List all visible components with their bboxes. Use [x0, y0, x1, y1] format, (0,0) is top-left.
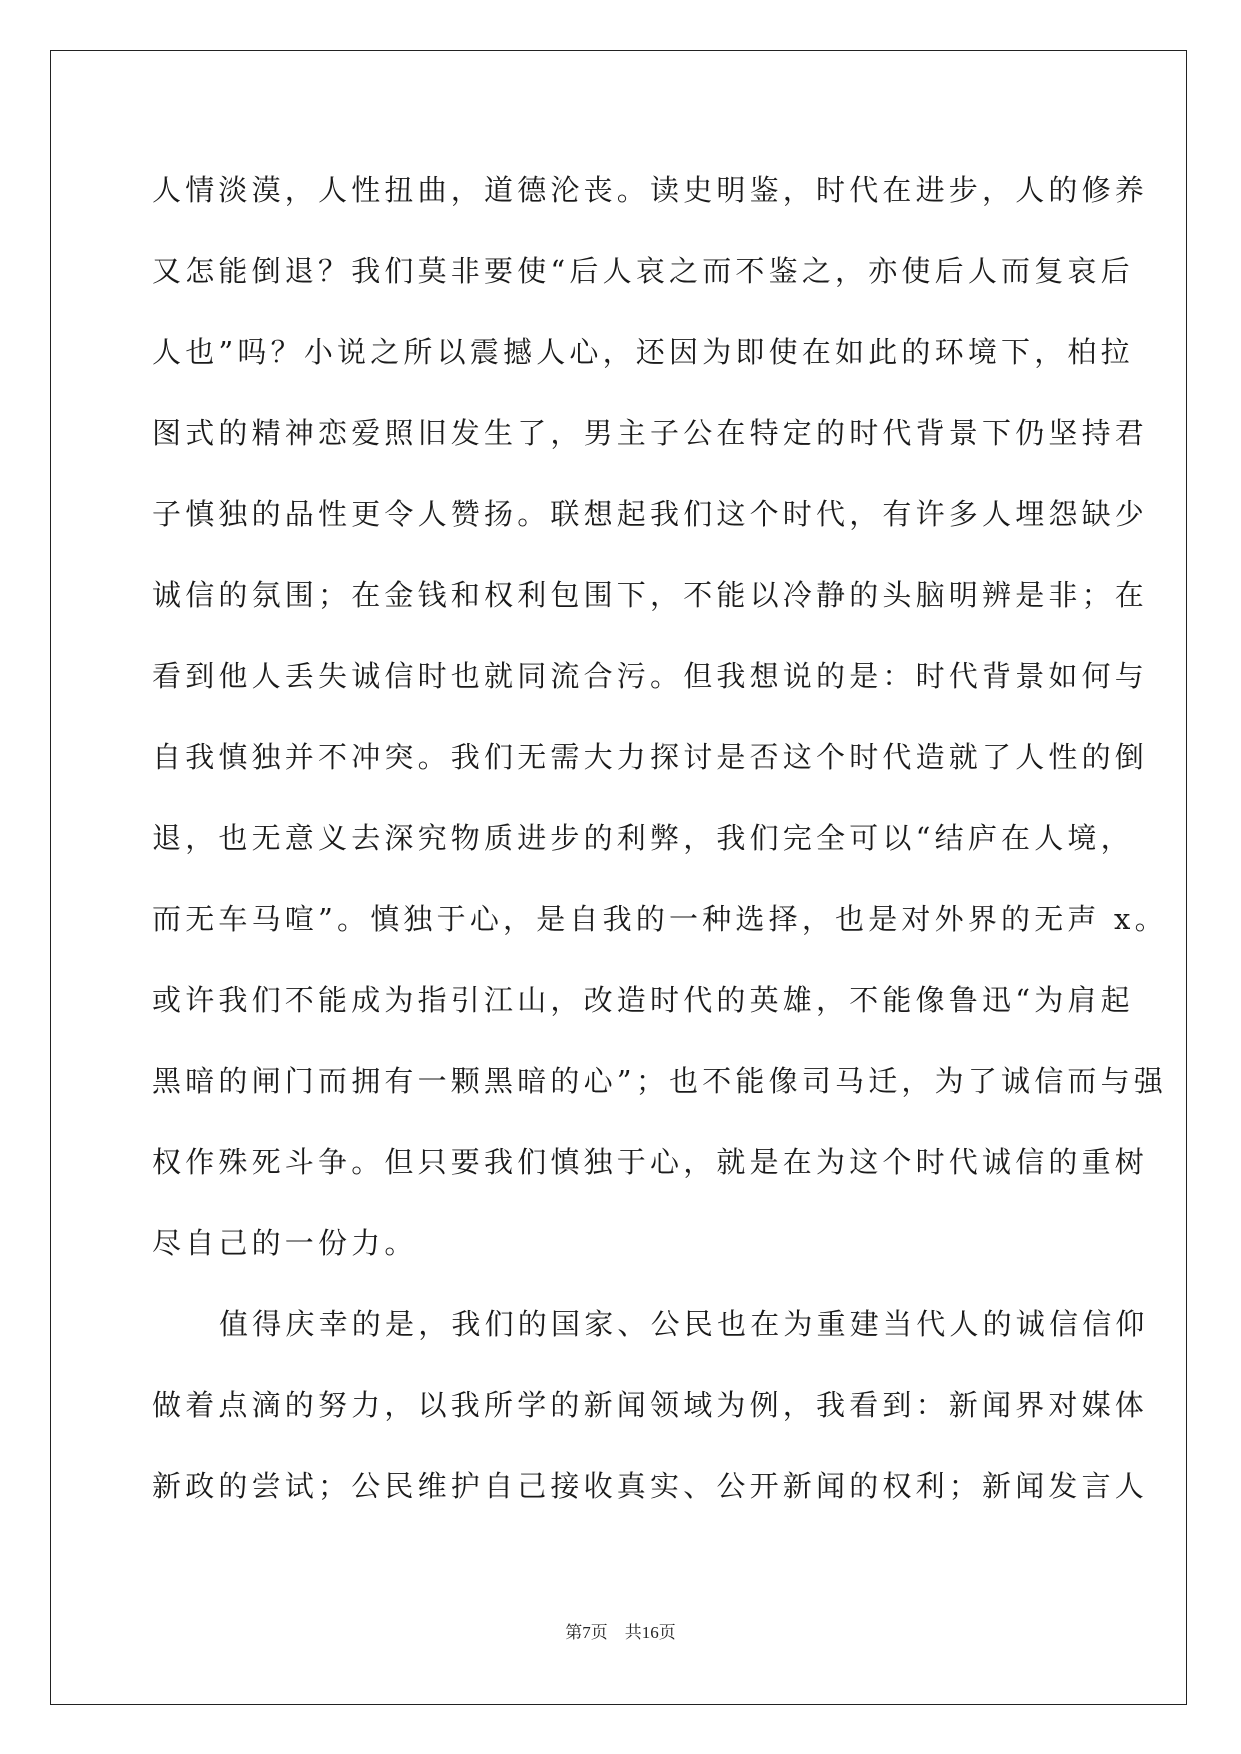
text-line: 做着点滴的努力，以我所学的新闻领域为例，我看到：新闻界对媒体 — [152, 1388, 1149, 1422]
document-body — [152, 165, 1168, 1542]
page-number-footer: 第7页 共16页 — [565, 1623, 676, 1642]
text-line: 退，也无意义去深究物质进步的利弊，我们完全可以“结庐在人境， — [152, 821, 1134, 855]
text-line: 子慎独的品性更令人赞扬。联想起我们这个时代，有许多人埋怨缺少 — [152, 497, 1149, 531]
text-line: 又怎能倒退？我们莫非要使“后人哀之而不鉴之，亦使后人而复哀后 — [152, 254, 1134, 288]
text-line: 或许我们不能成为指引江山，改造时代的英雄，不能像鲁迅“为肩起 — [152, 983, 1134, 1017]
text-line: 人情淡漠，人性扭曲，道德沦丧。读史明鉴，时代在进步，人的修养 — [152, 173, 1149, 207]
text-line: 而无车马喧”。慎独于心，是自我的一种选择，也是对外界的无声 x。 — [152, 902, 1168, 936]
text-line: 权作殊死斗争。但只要我们慎独于心，就是在为这个时代诚信的重树 — [152, 1145, 1149, 1179]
text-line: 黑暗的闸门而拥有一颗黑暗的心”；也不能像司马迁，为了诚信而与强 — [152, 1064, 1168, 1098]
text-line: 人也”吗？小说之所以震撼人心，还因为即使在如此的环境下，柏拉 — [152, 335, 1134, 369]
text-line: 尽自己的一份力。 — [152, 1226, 418, 1260]
paragraph-2 — [152, 1299, 1149, 1542]
text-line: 诚信的氛围；在金钱和权利包围下，不能以冷静的头脑明辨是非；在 — [152, 578, 1149, 612]
text-line: 自我慎独并不冲突。我们无需大力探讨是否这个时代造就了人性的倒 — [152, 740, 1149, 774]
text-line: 图式的精神恋爱照旧发生了，男主子公在特定的时代背景下仍坚持君 — [152, 416, 1149, 450]
text-line: 值得庆幸的是，我们的国家、公民也在为重建当代人的诚信信仰 — [219, 1307, 1149, 1341]
text-line: 新政的尝试；公民维护自己接收真实、公开新闻的权利；新闻发言人 — [152, 1469, 1149, 1503]
text-line: 看到他人丢失诚信时也就同流合污。但我想说的是：时代背景如何与 — [152, 659, 1149, 693]
paragraph-1 — [152, 165, 1168, 1299]
